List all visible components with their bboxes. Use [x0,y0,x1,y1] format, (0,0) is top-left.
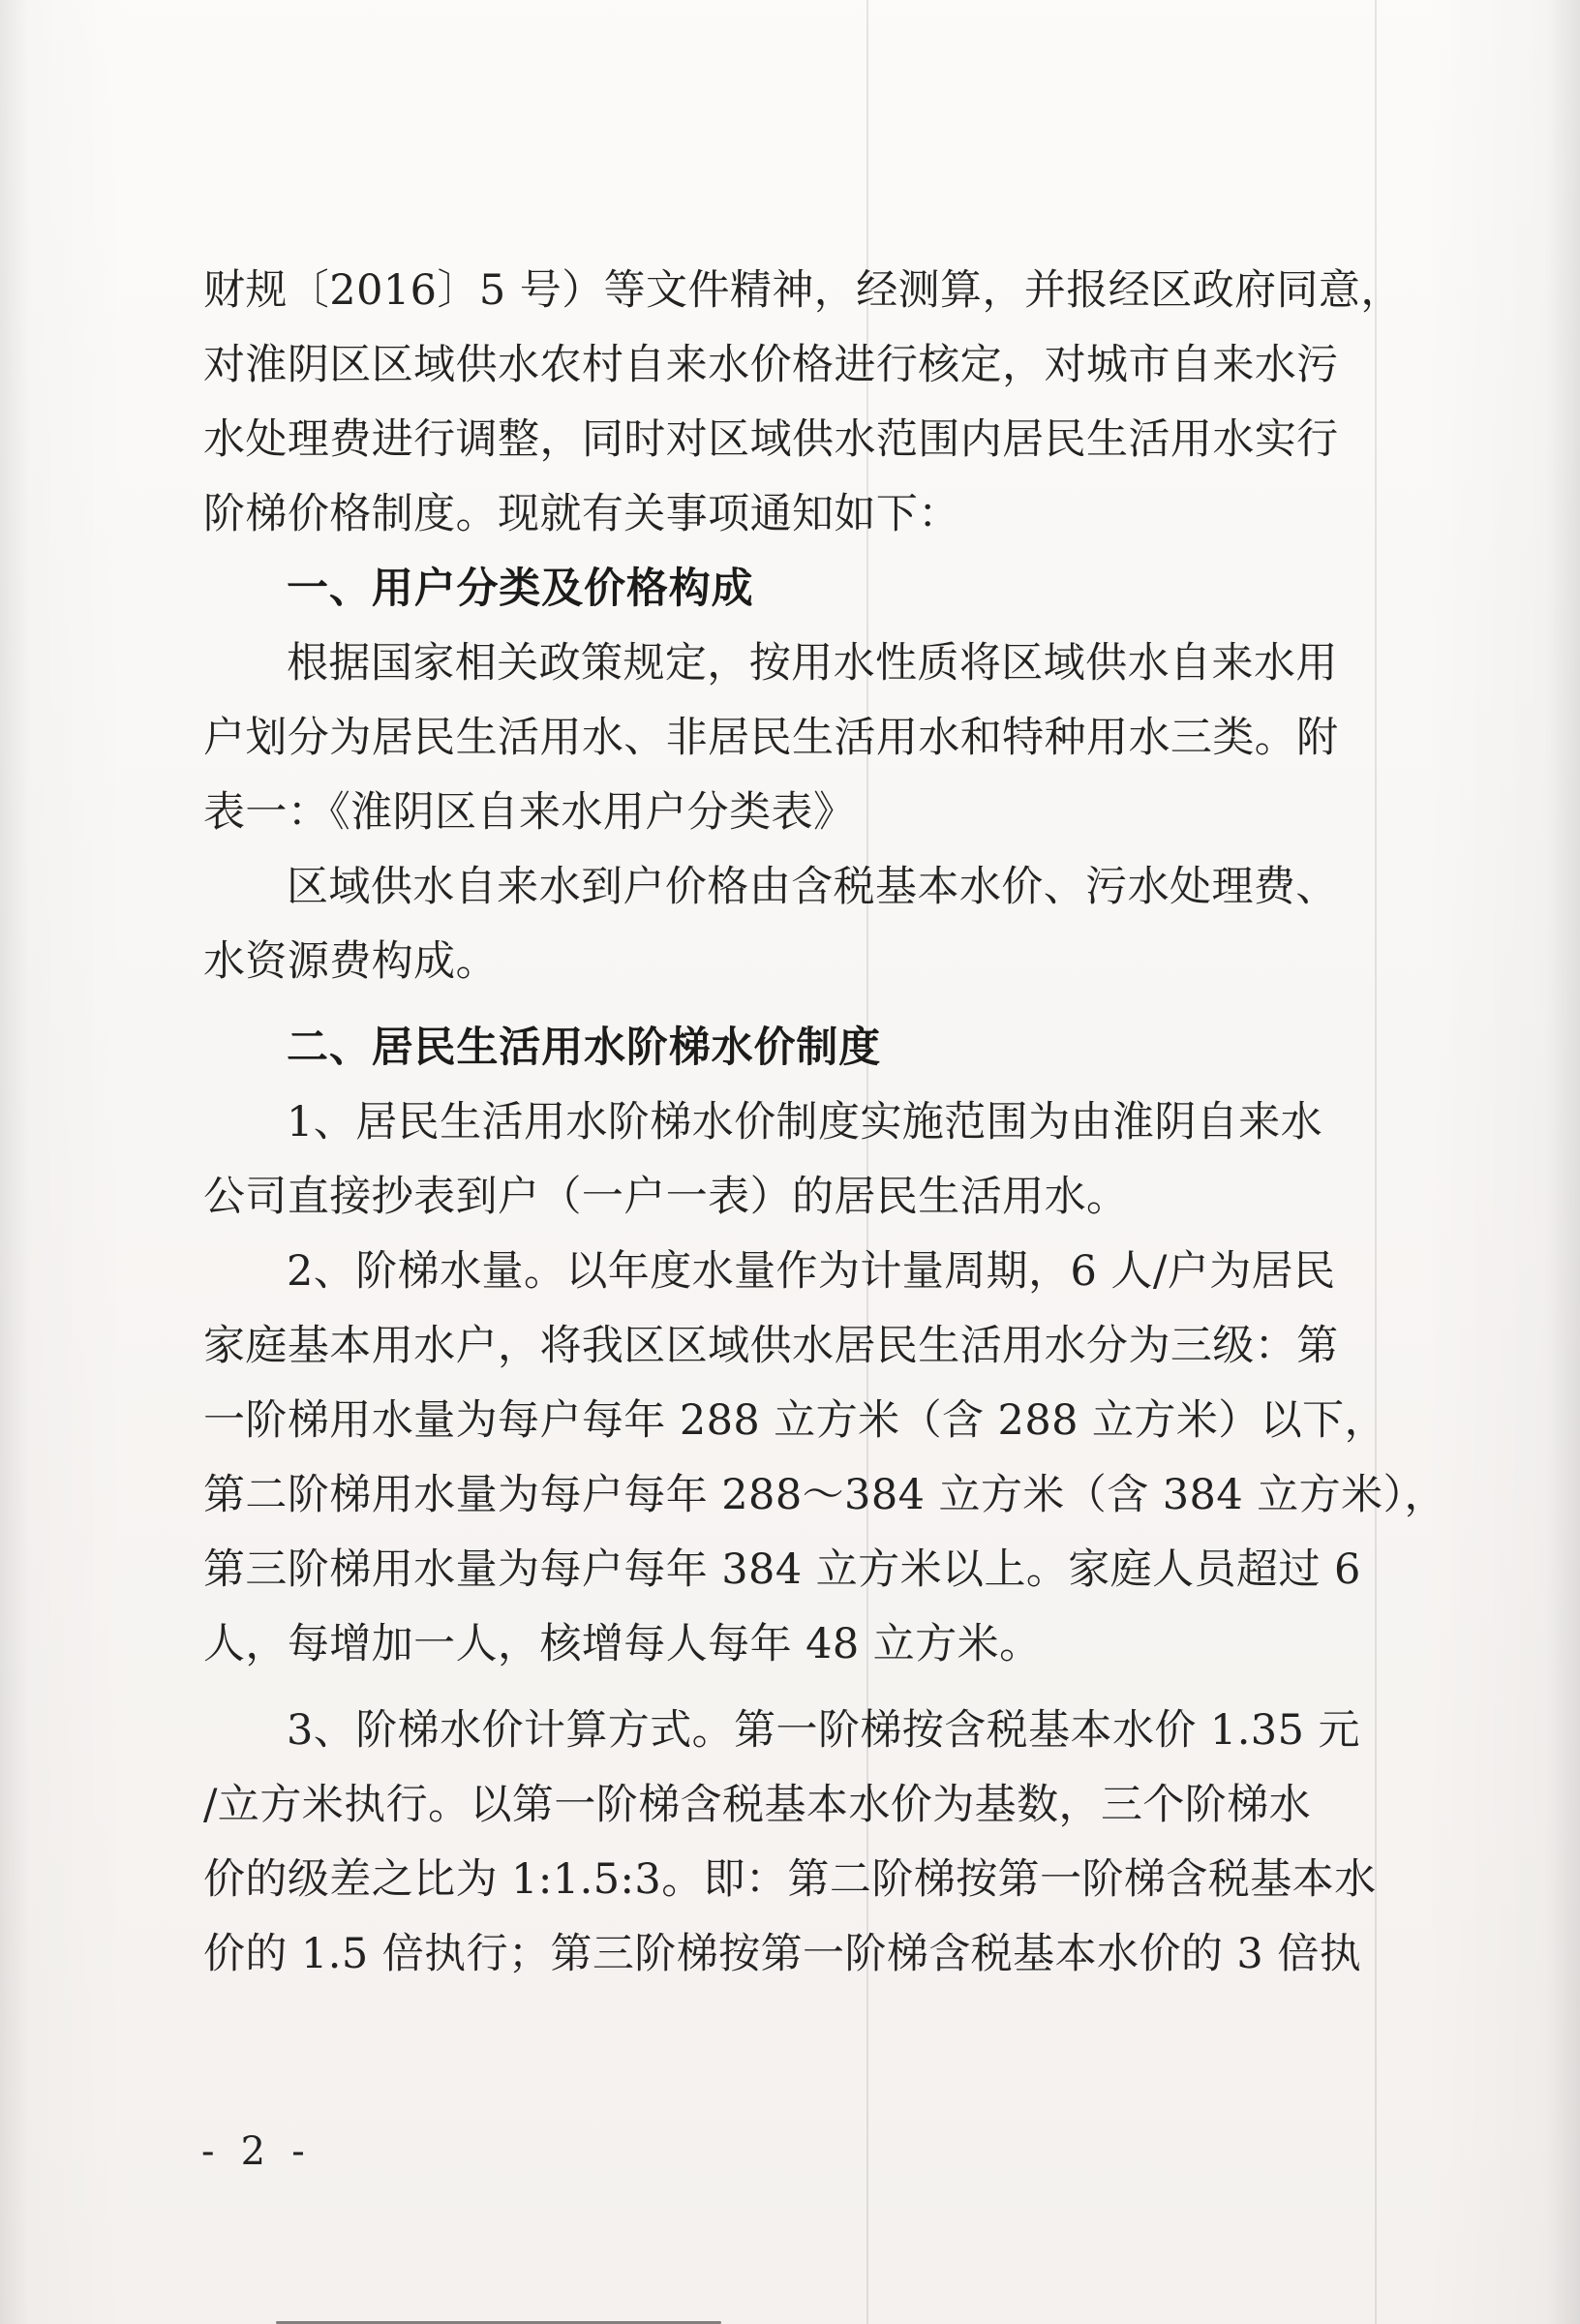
body-line: 家庭基本用水户，将我区区域供水居民生活用水分为三级：第 [203,1322,1339,1370]
body-line: 第二阶梯用水量为每户每年 288～384 立方米（含 384 立方米）， [203,1471,1446,1519]
body-line: 表一：《淮阴区自来水用户分类表》 [203,788,856,837]
body-line: 财规〔2016〕5 号）等文件精神，经测算，并报经区政府同意， [203,266,1403,315]
page-number: - 2 - [201,2129,312,2174]
body-line: 水资源费构成。 [203,937,499,986]
body-line: 第三阶梯用水量为每户每年 384 立方米以上。家庭人员超过 6 [203,1545,1361,1594]
body-line: 1、居民生活用水阶梯水价制度实施范围为由淮阴自来水 [287,1098,1323,1147]
document-body [203,254,1446,1992]
body-line: 价的 1.5 倍执行；第三阶梯按第一阶梯含税基本水价的 3 倍执 [203,1930,1362,1978]
page-shadow-left [0,0,29,2324]
page-shadow-right [1545,0,1580,2324]
body-line: 人，每增加一人，核增每人每年 48 立方米。 [203,1620,1042,1668]
body-line: 阶梯价格制度。现就有关事项通知如下： [203,490,960,538]
body-line: 价的级差之比为 1:1.5:3。即：第二阶梯按第一阶梯含税基本水 [203,1855,1377,1904]
body-line: 3、阶梯水价计算方式。第一阶梯按含税基本水价 1.35 元 [287,1706,1360,1755]
section-spacer [203,999,1433,1011]
body-line: 根据国家相关政策规定，按用水性质将区域供水自来水用 [287,639,1338,688]
body-line: 水处理费进行调整，同时对区域供水范围内居民生活用水实行 [203,415,1339,464]
body-line: 户划分为居民生活用水、非居民生活用水和特种用水三类。附 [203,714,1339,762]
body-line: 一阶梯用水量为每户每年 288 立方米（含 288 立方米）以下， [203,1396,1387,1445]
section-spacer [203,1682,1433,1694]
section-heading-user-classification: 一、用户分类及价格构成 [287,565,754,613]
section-heading-tiered-pricing: 二、居民生活用水阶梯水价制度 [287,1024,882,1072]
body-line: 区域供水自来水到户价格由含税基本水价、污水处理费、 [287,863,1338,911]
body-line: /立方米执行。以第一阶梯含税基本水价为基数，三个阶梯水 [203,1781,1312,1829]
body-line: 2、阶梯水量。以年度水量作为计量周期，6 人/户为居民 [287,1247,1336,1296]
body-line: 公司直接抄表到户（一户一表）的居民生活用水。 [203,1173,1129,1221]
body-line: 对淮阴区区域供水农村自来水价格进行核定，对城市自来水污 [203,341,1339,389]
